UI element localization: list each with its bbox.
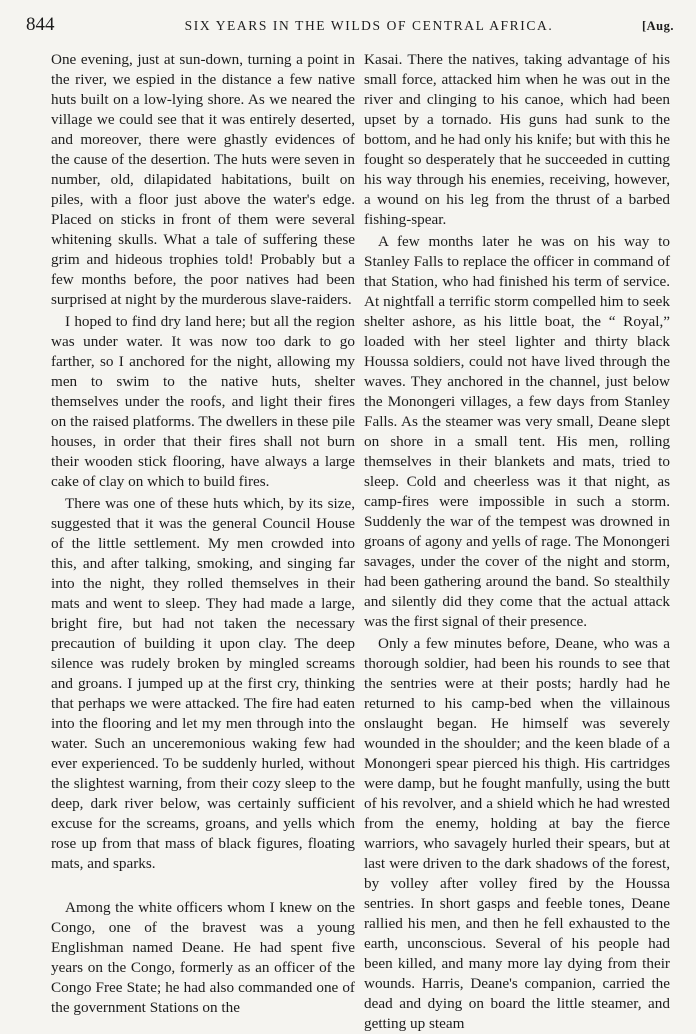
issue-month: [Aug.: [641, 19, 674, 33]
page-number: 844: [26, 14, 55, 35]
page-header: [26, 14, 674, 42]
paragraph: There was one of these huts which, by its size, suggested that it was the general Council House of the little settlement. My men crowded into this, and after talking, smoking, and singing far into the night, they rolled themselves in their mats and went to sleep. They had made a large, bright fire, but had not taken the necessary precaution of building it upon clay. The deep silence was rudely broken by mingled screams and groans. I jumped up at the first cry, thinking that perhaps we were attacked. The fire had eaten into the flooring and let my men through into the water. Such an unceremonious waking few had ever experienced. To be suddenly hurled, without the slightest warning, from their cozy sleep to the deep, dark river below, was certainly sufficient excuse for the screams, groans, and yells which rose up from that mass of black figures, floating mats, and sparks.: [51, 495, 355, 872]
paragraph: Kasai. There the natives, taking advantage of his small force, attacked him when he was out in the river and clinging to his canoe, which had been upset by a tornado. His guns had sunk to the bottom, and he had only his knife; but with this he fought so desperately that he succeeded in cutting his way through his enemies, receiving, however, a wound on his leg from the thrust of a barbed fishing-spear.: [364, 51, 670, 228]
paragraph: Among the white officers whom I knew on the Congo, one of the bravest was a young Englishman named Deane. He had spent five years on the Congo, formerly as an officer of the Congo Free State; he had also commanded one of the government Stations on the: [51, 899, 355, 1016]
paragraph: A few months later he was on his way to Stanley Falls to replace the officer in command of that Station, who had finished his term of service. At nightfall a terrific storm compelled him to seek shelter ashore, as his little boat, the “ Royal,” loaded with her steel lighter and thirty black Houssa soldiers, could not have lived through the waves. They anchored in the channel, just below the Monongeri villages, a few days from Stanley Falls. As the steamer was very small, Deane slept on shore in a small tent. His men, rolling themselves in their blankets and mats, tried to sleep. Cold and cheerless was it that night, as camp-fires were impossible in such a storm. Suddenly the war of the tempest was drowned in groans of agony and yells of rage. The Monongeri savages, under the cover of the night and storm, had been gathering around the band. So stealthily and silently did they come that the actual attack was the first signal of their presence.: [364, 233, 670, 630]
paragraph: Only a few minutes before, Deane, who was a thorough soldier, had been his rounds to see that the sentries were at their posts; hardly had he returned to his camp-bed when the villainous onslaught began. He himself was severely wounded in the shoulder; and the keen blade of a Monongeri spear pierced his thigh. His cartridges were damp, but he fought manfully, using the butt of his revolver, and a shield which he had wrested from the enemy, holding at bay the fierce warriors, who savagely hurled their spears, but at last were driven to the dark shadows of the forest, by volley after volley fired by the Houssa sentries. In short gasps and feeble tones, Deane rallied his men, and then he fell exhausted to the earth, unconscious. Several of his people had been killed, and many more lay dying from their wounds. Harris, Deane's companion, carried the dead and dying on board the little steamer, and getting up steam: [364, 635, 670, 1032]
paragraph: One evening, just at sun-down, turning a point in the river, we espied in the distance a few native huts built on a low-lying shore. As we neared the village we could see that it was entirely deserted, and moreover, there were ghastly evidences of the cause of the desertion. The huts were seven in number, old, dilapidated habitations, built on piles, with a floor just above the water's edge. Placed on sticks in front of them were several whitening skulls. What a tale of suffering these grim and hideous trophies told! Probably but a few months before, the poor natives had been surprised at night by the murderous slave-raiders.: [51, 51, 355, 308]
running-title: SIX YEARS IN THE WILDS OF CENTRAL AFRICA.: [184, 18, 554, 33]
left-column: [51, 50, 355, 1018]
right-column: [364, 50, 670, 1034]
paragraph: I hoped to find dry land here; but all the region was under water. It was now too dark to go farther, so I anchored for the night, allowing my men to swim to the native huts, shelter themselves under the roofs, and light their fires on the raised platforms. The dwellers in these pile houses, in order that their fires shall not burn their wooden stick flooring, have always a large cake of clay on which to build fires.: [51, 313, 355, 490]
